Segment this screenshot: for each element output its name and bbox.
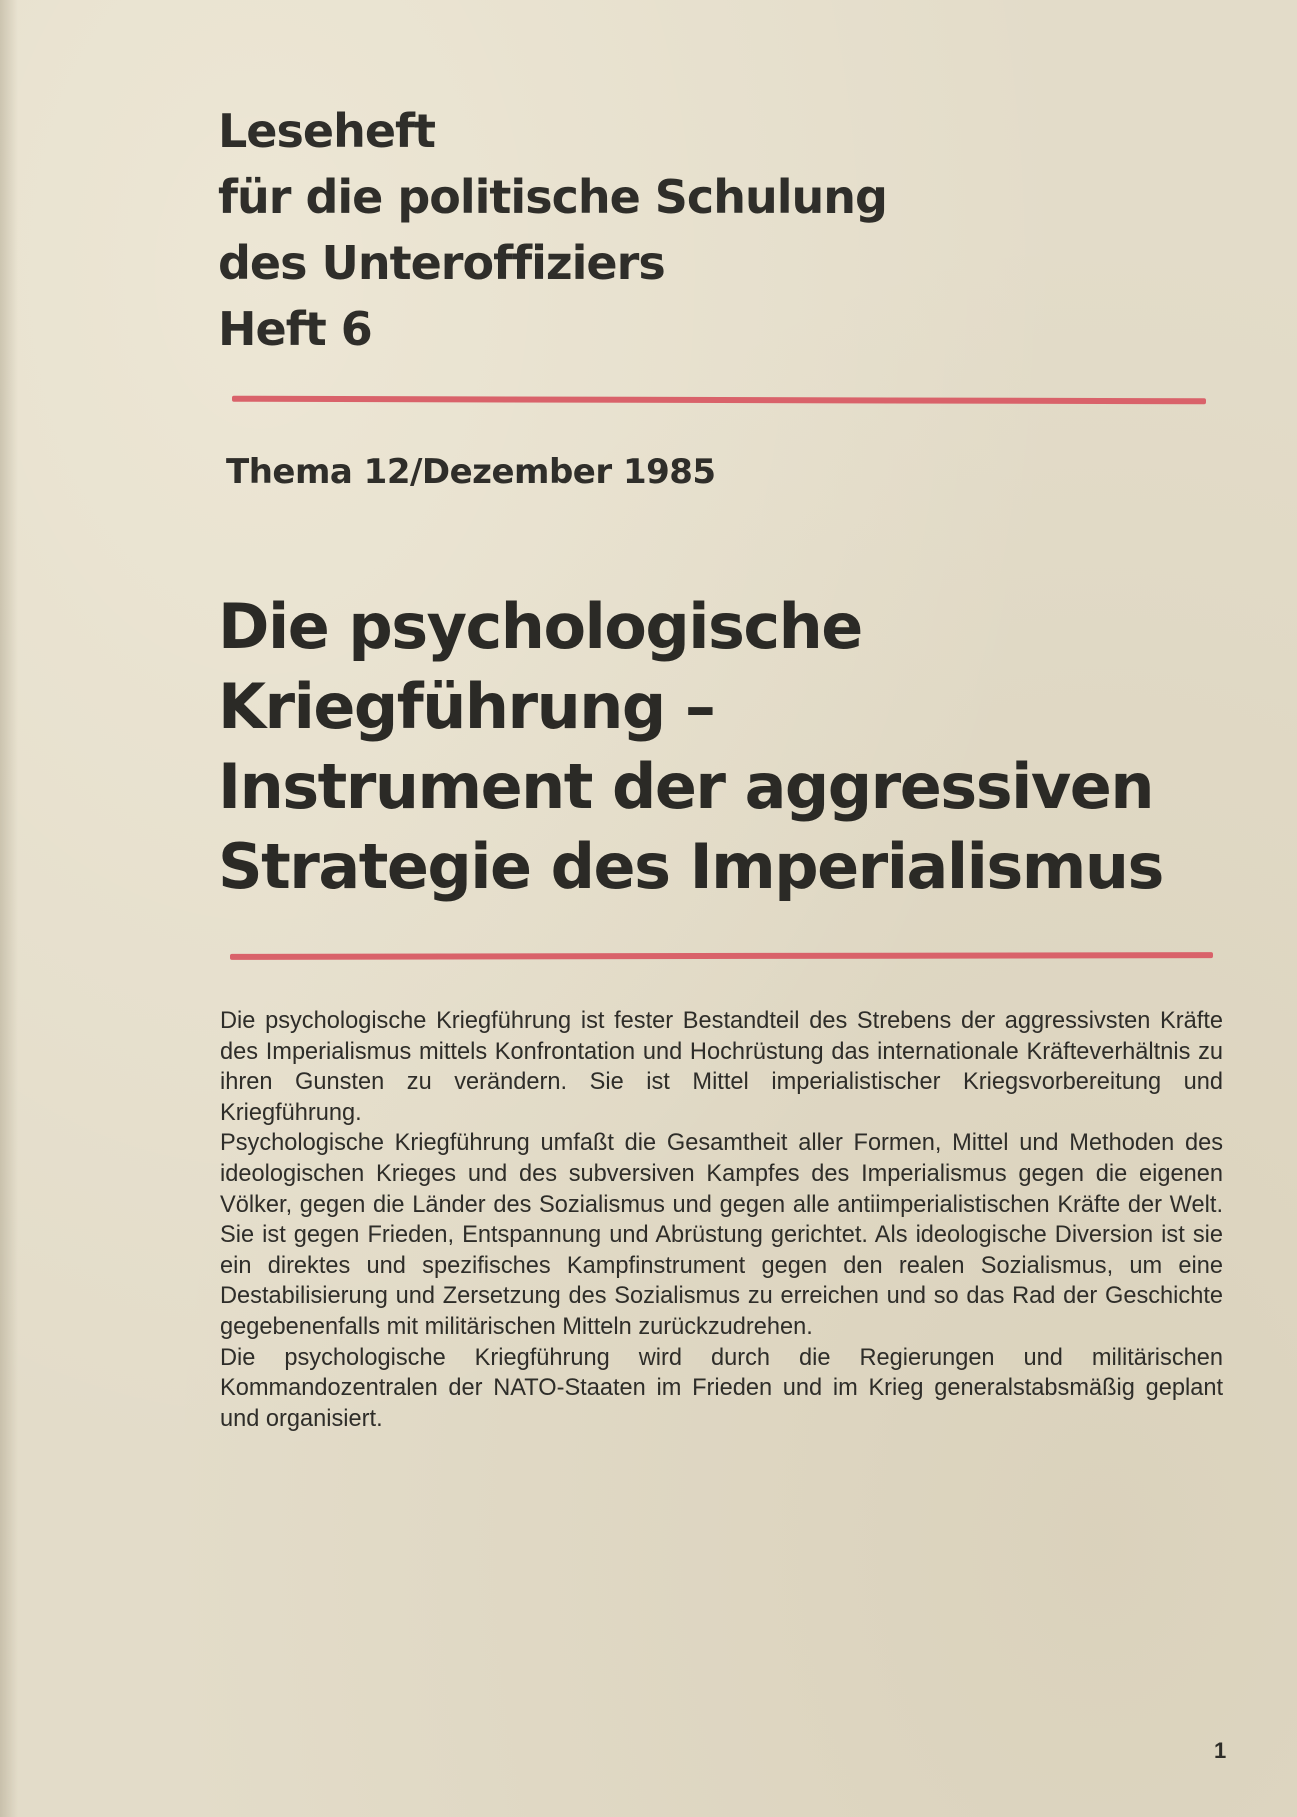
issue-number: Heft 6: [218, 302, 372, 356]
body-paragraph: Psychologische Kriegführung umfaßt die Gesamtheit aller Formen, Mittel und Methoden des ideologischen Krieges und des subversiven Kampfes des Imperialismus gegen die eigenen Völker, gegen die Länder des Sozialismus und gegen alle antiimperialistischen Kräfte der Welt. Sie ist gegen Frieden, Entspannung und Abrüstung gerichtet. Als ideologische Diversion ist sie ein direktes und spezifisches Kampfinstrument gegen den realen Sozialismus, um eine Destabilisierung und Zersetzung des Sozialismus zu erreichen und so das Rad der Geschichte gegebenenfalls mit militärischen Mitteln zurückzudrehen.: [220, 1130, 1223, 1340]
main-title: [218, 587, 1163, 907]
main-title-line: Instrument der aggressiven: [218, 750, 1153, 823]
thema-line: Thema 12/Dezember 1985: [226, 452, 716, 492]
series-title-line: für die politische Schulung: [218, 170, 887, 224]
body-paragraph: Die psychologische Kriegführung ist fester Bestandteil des Strebens der aggressivsten Kräfte des Imperialismus mittels Konfrontation und Hochrüstung das internationale Kräfteverhältnis zu ihren Gunsten zu verändern. Sie ist Mittel imperialistischer Kriegsvorbereitung und Kriegführung.: [220, 1008, 1223, 1126]
series-title-line: des Unteroffiziers: [218, 236, 665, 290]
series-title-line: Leseheft: [218, 104, 436, 158]
red-divider-top: [232, 396, 1206, 405]
series-title: [218, 98, 887, 362]
main-title-line: Die psychologische: [218, 590, 862, 663]
page-number: 1: [1214, 1738, 1227, 1763]
main-title-line: Kriegführung –: [218, 670, 715, 743]
main-title-line: Strategie des Imperialismus: [218, 830, 1163, 903]
paper-edge-shadow: [0, 0, 18, 1817]
body-text: [220, 1006, 1223, 1434]
red-divider-bottom: [230, 952, 1213, 960]
body-paragraph: Die psychologische Kriegführung wird durch die Regierungen und militärischen Kommandozentralen der NATO-Staaten im Frieden und im Krieg generalstabsmäßig geplant und organisiert.: [220, 1344, 1223, 1432]
